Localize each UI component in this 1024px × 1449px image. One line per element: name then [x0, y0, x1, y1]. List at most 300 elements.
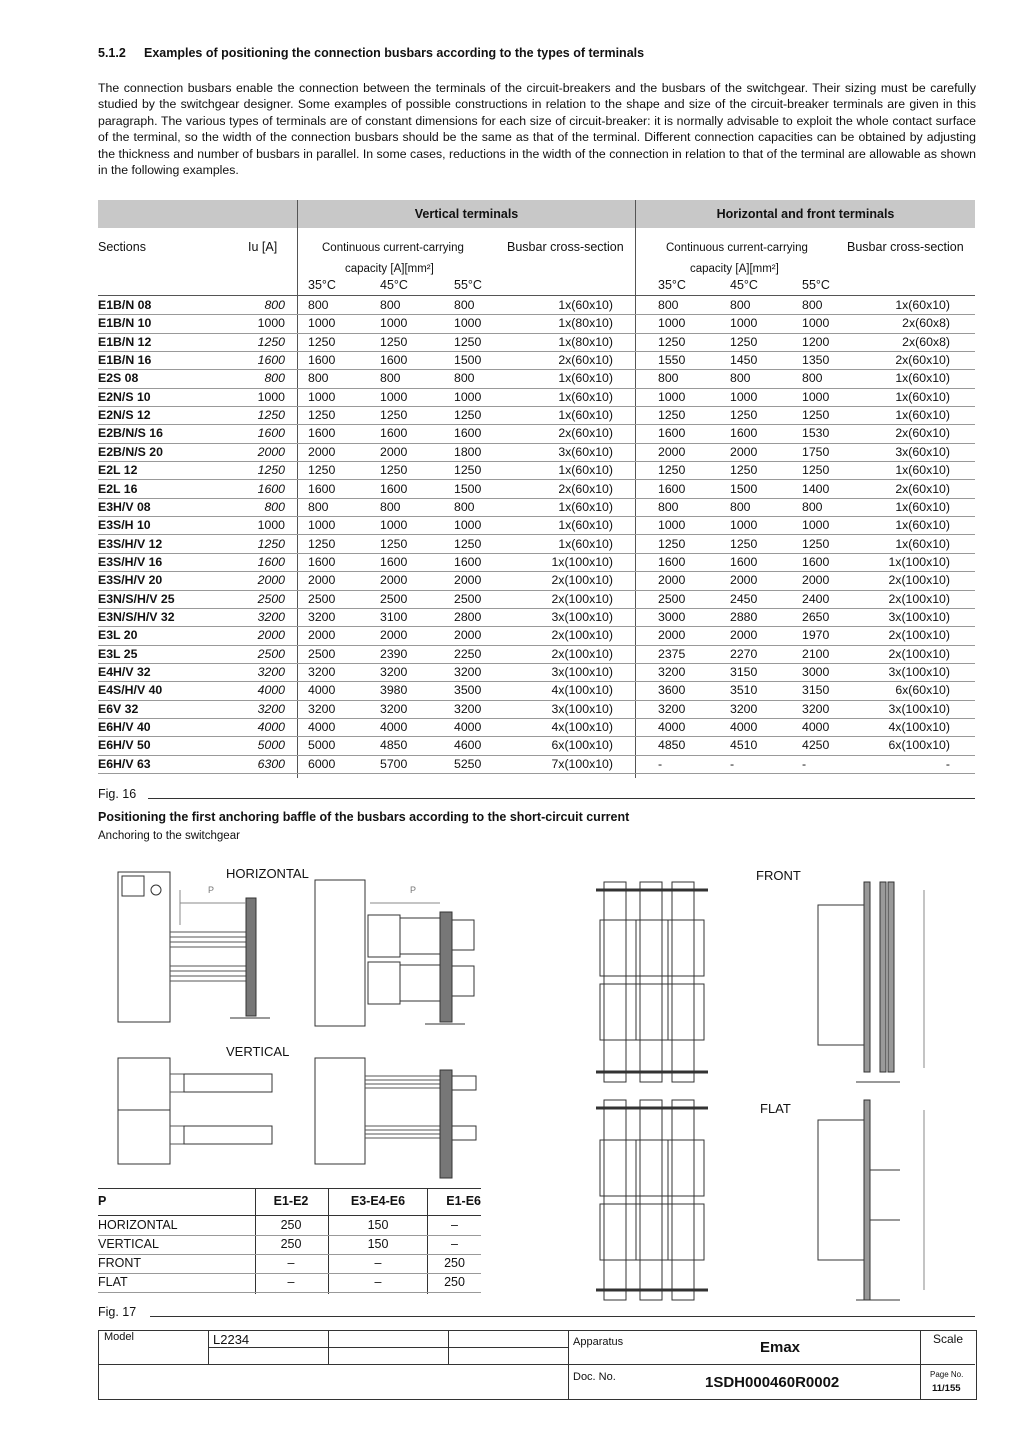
vertical-45c: 2000 [380, 444, 408, 459]
p-e1e6: – [451, 1237, 458, 1251]
group-horizontal: Horizontal and front terminals [636, 200, 975, 228]
vertical-55c: 1250 [454, 463, 482, 478]
vertical-35c: 4000 [308, 683, 336, 698]
anchoring-subtitle: Anchoring to the switchgear [98, 830, 240, 842]
iu-cell: 1000 [257, 316, 285, 331]
horizontal-45c: 1250 [730, 536, 758, 551]
drawing-flat-side [818, 1100, 924, 1300]
vertical-45c: 1000 [380, 316, 408, 331]
horizontal-55c: 3150 [802, 683, 830, 698]
horizontal-busbar: 3x(100x10) [888, 701, 950, 716]
p-row-label: HORIZONTAL [98, 1218, 178, 1232]
horizontal-35c: 4850 [658, 738, 686, 753]
vertical-35c: 800 [308, 371, 329, 386]
col-capacity-v: Continuous current-carrying [322, 242, 464, 254]
horizontal-55c: 1000 [802, 389, 830, 404]
vertical-45c: 1600 [380, 353, 408, 368]
horizontal-45c: 800 [730, 499, 751, 514]
horizontal-45c: 1000 [730, 389, 758, 404]
section-cell: E3N/S/H/V 32 [98, 609, 175, 624]
vertical-35c: 1000 [308, 389, 336, 404]
p-dimension: P [208, 885, 215, 895]
horizontal-55c: 1400 [802, 481, 830, 496]
label-vertical: VERTICAL [226, 1044, 290, 1059]
horizontal-55c: 2000 [802, 573, 830, 588]
iu-cell: 1600 [257, 426, 285, 441]
vertical-35c: 800 [308, 298, 329, 312]
fig17-caption: Fig. 17 [98, 1305, 137, 1319]
vertical-35c: 1600 [308, 353, 336, 368]
horizontal-busbar: 1x(60x10) [895, 408, 950, 423]
horizontal-55c: 2400 [802, 591, 830, 606]
vertical-35c: 1600 [308, 426, 336, 441]
section-cell: E2L 16 [98, 481, 138, 496]
horizontal-55c: 1970 [802, 628, 830, 643]
vertical-busbar: 1x(60x10) [558, 408, 613, 423]
iu-cell: 6300 [257, 756, 285, 771]
horizontal-55c: 800 [802, 371, 823, 386]
vertical-55c: 1600 [454, 426, 482, 441]
horizontal-55c: 4250 [802, 738, 830, 753]
horizontal-45c: 3150 [730, 665, 758, 679]
vertical-busbar: 2x(100x10) [551, 591, 613, 606]
horizontal-busbar: 2x(60x10) [895, 353, 950, 368]
vertical-35c: 2000 [308, 628, 336, 643]
horizontal-45c: 4510 [730, 738, 758, 753]
vertical-55c: 2250 [454, 646, 482, 661]
section-cell: E1B/N 08 [98, 298, 152, 312]
horizontal-45c: 2270 [730, 646, 758, 661]
vertical-55c: 1000 [454, 316, 482, 331]
vertical-55c: 2800 [454, 609, 482, 624]
iu-cell: 1000 [257, 518, 285, 533]
section-cell: E2S 08 [98, 371, 139, 386]
horizontal-45c: 3200 [730, 701, 758, 716]
temp-45-v: 45°C [380, 278, 408, 292]
horizontal-45c: 2880 [730, 609, 758, 624]
col-sections: Sections [98, 240, 146, 254]
section-cell: E4H/V 32 [98, 665, 151, 679]
vertical-35c: 1600 [308, 481, 336, 496]
horizontal-45c: 800 [730, 371, 751, 386]
horizontal-35c: 2375 [658, 646, 686, 661]
horizontal-35c: 1250 [658, 536, 686, 551]
horizontal-35c: 2000 [658, 628, 686, 643]
iu-cell: 2000 [257, 573, 285, 588]
vertical-busbar: 2x(60x10) [558, 426, 613, 441]
vertical-55c: 1800 [454, 444, 482, 459]
vertical-35c: 4000 [308, 720, 336, 735]
p-e3e4e6: – [374, 1275, 382, 1289]
horizontal-45c: 2000 [730, 628, 758, 643]
horizontal-35c: 800 [658, 499, 679, 514]
apparatus-label: Apparatus [573, 1336, 624, 1348]
horizontal-45c: - [730, 756, 735, 771]
section-cell: E4S/H/V 40 [98, 683, 163, 698]
vertical-35c: 1250 [308, 536, 336, 551]
iu-cell: 1250 [257, 334, 285, 349]
col-capacity-h-unit: capacity [A][mm²] [690, 263, 779, 275]
vertical-45c: 4000 [380, 720, 408, 735]
vertical-55c: 3200 [454, 665, 482, 679]
p-e1e6: – [451, 1218, 458, 1232]
horizontal-35c: 3000 [658, 609, 686, 624]
vertical-45c: 1250 [380, 334, 408, 349]
section-cell: E6H/V 40 [98, 720, 151, 735]
horizontal-35c: 4000 [658, 720, 686, 735]
vertical-45c: 1600 [380, 554, 408, 569]
horizontal-55c: 1750 [802, 444, 830, 459]
scale-label: Scale [933, 1332, 964, 1346]
vertical-55c: 4000 [454, 720, 482, 735]
horizontal-45c: 1450 [730, 353, 758, 368]
vertical-busbar: 1x(60x10) [558, 298, 613, 312]
horizontal-45c: 1000 [730, 316, 758, 331]
horizontal-55c: 2650 [802, 609, 830, 624]
horizontal-busbar: 1x(60x10) [895, 371, 950, 386]
iu-cell: 3200 [257, 701, 285, 716]
horizontal-45c: 3510 [730, 683, 758, 698]
section-cell: E3L 25 [98, 646, 138, 661]
vertical-45c: 3980 [380, 683, 408, 698]
drawing-horizontal-1 [118, 872, 270, 1022]
horizontal-55c: 2100 [802, 646, 830, 661]
vertical-busbar: 2x(100x10) [551, 628, 613, 643]
section-cell: E3S/H 10 [98, 518, 151, 533]
horizontal-45c: 1600 [730, 554, 758, 569]
section-cell: E6H/V 63 [98, 756, 151, 771]
horizontal-35c: 3200 [658, 701, 686, 716]
iu-cell: 4000 [257, 683, 285, 698]
vertical-55c: 1000 [454, 518, 482, 533]
vertical-35c: 1250 [308, 408, 336, 423]
vertical-busbar: 1x(60x10) [558, 463, 613, 478]
vertical-35c: 3200 [308, 609, 336, 624]
vertical-45c: 2000 [380, 573, 408, 588]
label-flat: FLAT [760, 1101, 791, 1116]
vertical-55c: 1500 [454, 481, 482, 496]
vertical-45c: 2000 [380, 628, 408, 643]
vertical-busbar: 3x(100x10) [551, 609, 613, 624]
horizontal-45c: 1000 [730, 518, 758, 533]
apparatus-value: Emax [760, 1339, 801, 1356]
iu-cell: 2500 [257, 591, 285, 606]
vertical-55c: 1500 [454, 353, 482, 368]
vertical-55c: 800 [454, 371, 475, 386]
vertical-55c: 800 [454, 499, 475, 514]
horizontal-busbar: 1x(60x10) [895, 463, 950, 478]
iu-cell: 2500 [257, 646, 285, 661]
vertical-busbar: 2x(100x10) [551, 573, 613, 588]
temp-35-v: 35°C [308, 278, 336, 292]
horizontal-busbar: 2x(60x8) [902, 334, 950, 349]
model-label: Model [104, 1331, 134, 1343]
vertical-busbar: 4x(100x10) [551, 683, 613, 698]
vertical-35c: 2000 [308, 444, 336, 459]
horizontal-55c: 1000 [802, 518, 830, 533]
vertical-55c: 1600 [454, 554, 482, 569]
temp-55-v: 55°C [454, 278, 482, 292]
section-cell: E3N/S/H/V 25 [98, 591, 175, 606]
section-cell: E2B/N/S 20 [98, 444, 163, 459]
vertical-35c: 3200 [308, 665, 336, 679]
vertical-busbar: 1x(80x10) [558, 316, 613, 331]
section-cell: E1B/N 16 [98, 353, 152, 368]
iu-cell: 800 [264, 298, 285, 312]
p-header-3: E1-E6 [446, 1194, 481, 1208]
horizontal-35c: 800 [658, 371, 679, 386]
iu-cell: 1250 [257, 408, 285, 423]
vertical-35c: 1250 [308, 463, 336, 478]
p-e1e2: 250 [280, 1218, 302, 1232]
p-e3e4e6: 150 [367, 1218, 389, 1232]
horizontal-busbar: 2x(100x10) [888, 646, 950, 661]
vertical-45c: 4850 [380, 738, 408, 753]
col-busbar-v: Busbar cross-section [507, 240, 624, 254]
horizontal-55c: 3000 [802, 665, 830, 679]
vertical-busbar: 1x(60x10) [558, 371, 613, 386]
horizontal-45c: 1600 [730, 426, 758, 441]
section-cell: E3S/H/V 16 [98, 554, 163, 569]
horizontal-busbar: 3x(100x10) [888, 609, 950, 624]
horizontal-35c: 2000 [658, 444, 686, 459]
horizontal-45c: 2450 [730, 591, 758, 606]
horizontal-55c: 1000 [802, 316, 830, 331]
doc-label: Doc. No. [573, 1371, 616, 1383]
vertical-busbar: 1x(60x10) [558, 518, 613, 533]
vertical-45c: 800 [380, 499, 401, 514]
horizontal-55c: 1600 [802, 554, 830, 569]
vertical-55c: 2000 [454, 628, 482, 643]
horizontal-busbar: 1x(60x10) [895, 518, 950, 533]
iu-cell: 1250 [257, 463, 285, 478]
iu-cell: 1600 [257, 353, 285, 368]
vertical-45c: 800 [380, 371, 401, 386]
horizontal-35c: 1250 [658, 334, 686, 349]
vertical-45c: 1600 [380, 481, 408, 496]
horizontal-45c: 1250 [730, 408, 758, 423]
fig16-caption: Fig. 16 [98, 787, 137, 801]
iu-cell: 4000 [257, 720, 285, 735]
col-iu: Iu [A] [248, 240, 278, 254]
p-dimension: P [410, 885, 417, 895]
vertical-45c: 1250 [380, 463, 408, 478]
section-cell: E2N/S 10 [98, 389, 151, 404]
group-vertical: Vertical terminals [298, 200, 635, 228]
horizontal-55c: 1530 [802, 426, 830, 441]
vertical-35c: 6000 [308, 756, 336, 771]
horizontal-55c: 4000 [802, 720, 830, 735]
vertical-45c: 1250 [380, 536, 408, 551]
horizontal-45c: 800 [730, 298, 751, 312]
model-value: L2234 [213, 1332, 250, 1347]
horizontal-busbar: 3x(60x10) [895, 444, 950, 459]
horizontal-35c: 1550 [658, 353, 686, 368]
vertical-35c: 1000 [308, 316, 336, 331]
iu-cell: 800 [264, 499, 285, 514]
vertical-45c: 3100 [380, 609, 408, 624]
vertical-45c: 1250 [380, 408, 408, 423]
p-row-label: VERTICAL [98, 1237, 159, 1251]
iu-cell: 2000 [257, 444, 285, 459]
page-label: Page No. [930, 1370, 964, 1379]
label-horizontal: HORIZONTAL [226, 866, 309, 881]
horizontal-busbar: 1x(60x10) [895, 536, 950, 551]
iu-cell: 1000 [257, 389, 285, 404]
vertical-55c: 3200 [454, 701, 482, 716]
drawing-flat-busbars [596, 1100, 708, 1300]
vertical-55c: 1250 [454, 334, 482, 349]
horizontal-35c: 1000 [658, 316, 686, 331]
p-header-2: E3-E4-E6 [350, 1194, 406, 1208]
horizontal-busbar: 2x(100x10) [888, 573, 950, 588]
col-capacity-h: Continuous current-carrying [666, 242, 808, 254]
vertical-35c: 1000 [308, 518, 336, 533]
vertical-45c: 1000 [380, 389, 408, 404]
horizontal-busbar: - [945, 756, 950, 771]
horizontal-45c: 1250 [730, 334, 758, 349]
intro-paragraph: The connection busbars enable the connection between the terminals of the circuit-breakers and the busbars of the switchgear. Their sizing must be carefully studied by the switchgear designer. Some examples of possible constructions in relation to the shape and size of the circuit-breaker terminals are given in this paragraph. The various types of terminals are of constant dimensions for each size of circuit-breaker: it is normally advisable to exploit the whole contact surface of the terminal, so the width of the connection busbars should be the same as that of the terminal. Different connection capacities can be obtained by adjusting the thickness and number of busbars in parallel. In some cases, reductions in the width of the connection in relation to that of the terminal are allowable as shown in the following examples. [98, 81, 976, 178]
horizontal-busbar: 6x(100x10) [888, 738, 950, 753]
horizontal-55c: 1250 [802, 463, 830, 478]
drawing-horizontal-2 [315, 880, 474, 1026]
horizontal-busbar: 2x(100x10) [888, 591, 950, 606]
vertical-55c: 800 [454, 298, 475, 312]
horizontal-35c: - [658, 756, 663, 771]
vertical-45c: 2500 [380, 591, 408, 606]
section-number: 5.1.2 [98, 46, 126, 60]
vertical-55c: 2000 [454, 573, 482, 588]
horizontal-busbar: 2x(60x10) [895, 481, 950, 496]
horizontal-35c: 1000 [658, 518, 686, 533]
iu-cell: 1600 [257, 481, 285, 496]
horizontal-45c: 2000 [730, 573, 758, 588]
iu-cell: 800 [264, 371, 285, 386]
horizontal-55c: 1200 [802, 334, 830, 349]
horizontal-55c: 1250 [802, 536, 830, 551]
horizontal-busbar: 4x(100x10) [888, 720, 950, 735]
section-cell: E2B/N/S 16 [98, 426, 163, 441]
horizontal-55c: - [802, 756, 807, 771]
horizontal-35c: 1250 [658, 408, 686, 423]
vertical-busbar: 7x(100x10) [551, 756, 613, 771]
drawing-front-side [818, 882, 924, 1082]
vertical-55c: 5250 [454, 756, 482, 771]
vertical-busbar: 3x(100x10) [551, 665, 613, 679]
section-cell: E2N/S 12 [98, 408, 151, 423]
vertical-busbar: 1x(60x10) [558, 499, 613, 514]
section-cell: E6H/V 50 [98, 738, 151, 753]
horizontal-35c: 1600 [658, 481, 686, 496]
p-header-0: P [98, 1194, 107, 1208]
label-front: FRONT [756, 868, 801, 883]
p-header-1: E1-E2 [273, 1194, 309, 1208]
section-cell: E3S/H/V 12 [98, 536, 163, 551]
horizontal-busbar: 6x(60x10) [895, 683, 950, 698]
iu-cell: 1250 [257, 536, 285, 551]
horizontal-busbar: 3x(100x10) [888, 665, 950, 679]
drawing-front-busbars [596, 882, 708, 1082]
drawing-vertical-2 [315, 1058, 476, 1178]
horizontal-35c: 3200 [658, 665, 686, 679]
vertical-45c: 800 [380, 298, 401, 312]
vertical-busbar: 3x(60x10) [558, 444, 613, 459]
vertical-55c: 2500 [454, 591, 482, 606]
vertical-55c: 1250 [454, 408, 482, 423]
iu-cell: 1600 [257, 554, 285, 569]
horizontal-busbar: 2x(100x10) [888, 628, 950, 643]
iu-cell: 3200 [257, 665, 285, 679]
horizontal-busbar: 1x(60x10) [895, 389, 950, 404]
vertical-45c: 3200 [380, 701, 408, 716]
vertical-busbar: 1x(60x10) [558, 536, 613, 551]
vertical-busbar: 6x(100x10) [551, 738, 613, 753]
p-e1e2: 250 [280, 1237, 302, 1251]
section-cell: E6V 32 [98, 701, 139, 716]
col-busbar-h: Busbar cross-section [847, 240, 964, 254]
section-cell: E3L 20 [98, 628, 138, 643]
horizontal-45c: 2000 [730, 444, 758, 459]
vertical-35c: 2000 [308, 573, 336, 588]
horizontal-45c: 4000 [730, 720, 758, 735]
temp-55-h: 55°C [802, 278, 830, 292]
vertical-busbar: 3x(100x10) [551, 701, 613, 716]
horizontal-busbar: 1x(60x10) [895, 298, 950, 312]
vertical-45c: 5700 [380, 756, 408, 771]
horizontal-busbar: 1x(60x10) [895, 499, 950, 514]
vertical-45c: 1600 [380, 426, 408, 441]
vertical-busbar: 1x(60x10) [558, 389, 613, 404]
vertical-45c: 2390 [380, 646, 408, 661]
horizontal-busbar: 2x(60x10) [895, 426, 950, 441]
vertical-55c: 1000 [454, 389, 482, 404]
horizontal-55c: 1350 [802, 353, 830, 368]
horizontal-55c: 3200 [802, 701, 830, 716]
horizontal-35c: 3600 [658, 683, 686, 698]
vertical-55c: 3500 [454, 683, 482, 698]
horizontal-55c: 800 [802, 499, 823, 514]
iu-cell: 3200 [257, 609, 285, 624]
horizontal-55c: 1250 [802, 408, 830, 423]
doc-value: 1SDH000460R0002 [705, 1374, 840, 1391]
fig17-rule [150, 1316, 975, 1317]
positioning-title: Positioning the first anchoring baffle of the busbars according to the short-circuit current [98, 810, 630, 824]
vertical-35c: 800 [308, 499, 329, 514]
horizontal-busbar: 2x(60x8) [902, 316, 950, 331]
horizontal-35c: 2000 [658, 573, 686, 588]
horizontal-35c: 800 [658, 298, 679, 312]
section-cell: E2L 12 [98, 463, 138, 478]
vertical-busbar: 4x(100x10) [551, 720, 613, 735]
vertical-35c: 2500 [308, 591, 336, 606]
horizontal-35c: 1600 [658, 554, 686, 569]
vertical-busbar: 2x(60x10) [558, 353, 613, 368]
horizontal-35c: 2500 [658, 591, 686, 606]
vertical-35c: 3200 [308, 701, 336, 716]
section-cell: E1B/N 12 [98, 334, 152, 349]
page-value: 11/155 [932, 1383, 961, 1394]
temp-45-h: 45°C [730, 278, 758, 292]
vertical-55c: 4600 [454, 738, 482, 753]
horizontal-45c: 1250 [730, 463, 758, 478]
vertical-45c: 1000 [380, 518, 408, 533]
drawing-vertical-1 [118, 1058, 272, 1164]
vertical-45c: 3200 [380, 665, 408, 679]
iu-cell: 5000 [257, 738, 285, 753]
vertical-55c: 1250 [454, 536, 482, 551]
section-title: Examples of positioning the connection busbars according to the types of terminals [144, 46, 645, 60]
horizontal-55c: 800 [802, 298, 823, 312]
